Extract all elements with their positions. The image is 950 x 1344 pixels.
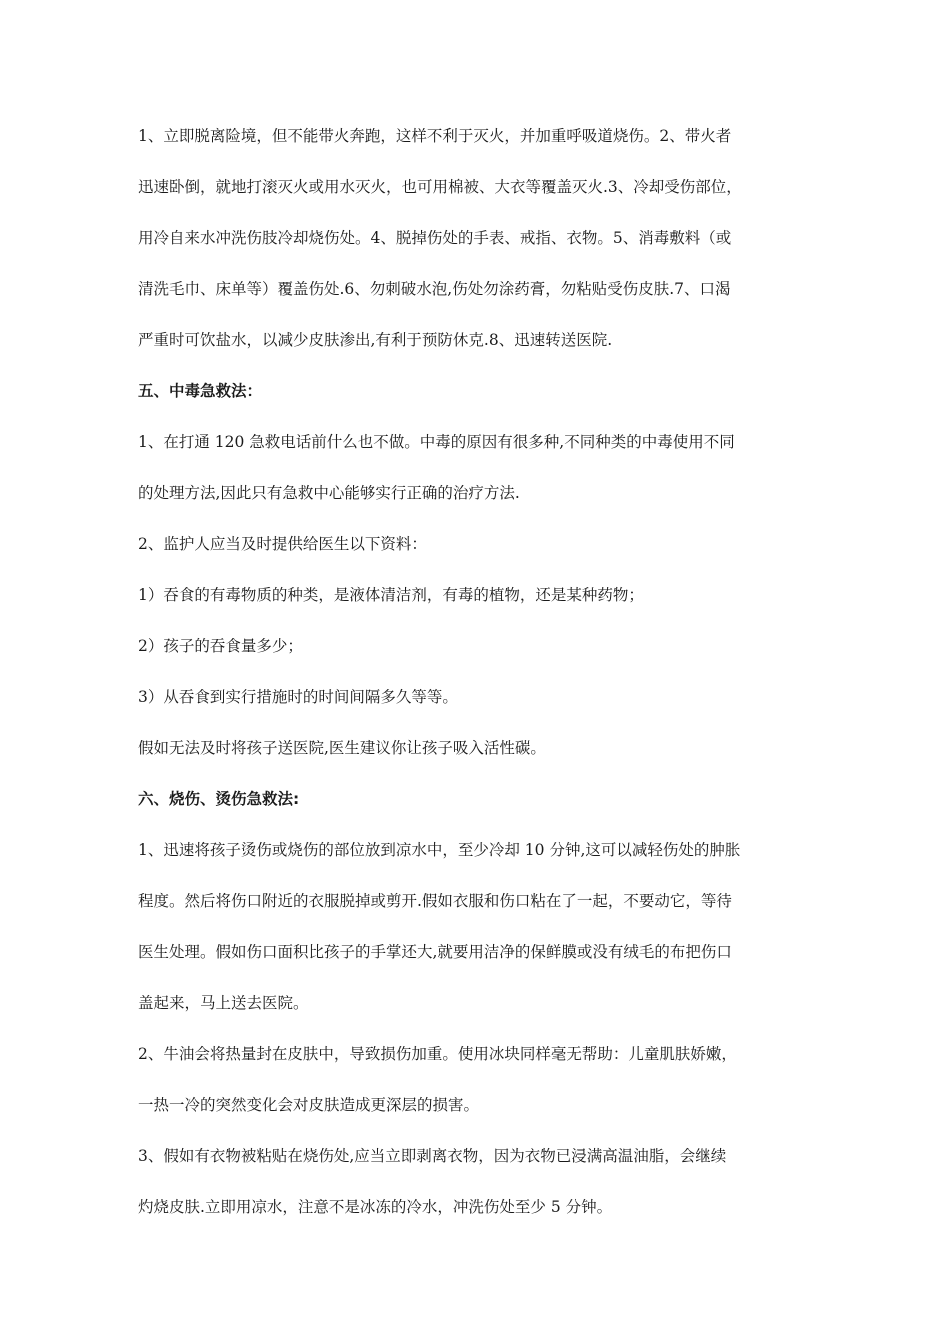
text-line: 2）孩子的吞食量多少； <box>138 637 303 655</box>
text-line: 一热一冷的突然变化会对皮肤造成更深层的损害。 <box>138 1096 480 1114</box>
text-line: 3）从吞食到实行措施时的时间间隔多久等等。 <box>138 688 458 706</box>
text-line: 迅速卧倒，就地打滚灭火或用水灭火，也可用棉被、大衣等覆盖灭火.3、冷却受伤部位， <box>138 178 742 196</box>
text-line: 盖起来，马上送去医院。 <box>138 994 309 1012</box>
text-line: 清洗毛巾、床单等）覆盖伤处.6、勿刺破水泡,伤处勿涂药膏，勿粘贴受伤皮肤.7、口渴 <box>138 280 731 298</box>
section-heading: 五、中毒急救法： <box>138 382 263 400</box>
text-line: 2、牛油会将热量封在皮肤中，导致损伤加重。使用冰块同样毫无帮助：儿童肌肤娇嫩， <box>138 1045 737 1063</box>
text-line: 灼烧皮肤.立即用凉水，注意不是冰冻的冷水，冲洗伤处至少 5 分钟。 <box>138 1198 613 1216</box>
document-page <box>138 119 802 1241</box>
text-line: 1、立即脱离险境，但不能带火奔跑，这样不利于灭火，并加重呼吸道烧伤。2、带火者 <box>138 127 732 145</box>
section-heading: 六、烧伤、烫伤急救法: <box>138 790 300 808</box>
text-line: 1、迅速将孩子烫伤或烧伤的部位放到凉水中，至少冷却 10 分钟,这可以减轻伤处的肿胀 <box>138 841 741 859</box>
text-line: 医生处理。假如伤口面积比孩子的手掌还大,就要用洁净的保鲜膜或没有绒毛的布把伤口 <box>138 943 732 961</box>
text-line: 1）吞食的有毒物质的种类，是液体清洁剂，有毒的植物，还是某种药物； <box>138 586 644 604</box>
text-line: 1、在打通 120 急救电话前什么也不做。中毒的原因有很多种,不同种类的中毒使用不同 <box>138 433 735 451</box>
text-line: 2、监护人应当及时提供给医生以下资料： <box>138 535 427 553</box>
text-line: 用冷自来水冲洗伤肢冷却烧伤处。4、脱掉伤处的手表、戒指、衣物。5、消毒敷料（或 <box>138 229 732 247</box>
text-line: 严重时可饮盐水，以减少皮肤渗出,有利于预防休克.8、迅速转送医院. <box>138 331 613 349</box>
text-line: 假如无法及时将孩子送医院,医生建议你让孩子吸入活性碳。 <box>138 739 546 757</box>
text-line: 程度。然后将伤口附近的衣服脱掉或剪开.假如衣服和伤口粘在了一起，不要动它，等待 <box>138 892 732 910</box>
text-line: 3、假如有衣物被粘贴在烧伤处,应当立即剥离衣物，因为衣物已浸满高温油脂，会继续 <box>138 1147 727 1165</box>
text-line: 的处理方法,因此只有急救中心能够实行正确的治疗方法. <box>138 484 520 502</box>
